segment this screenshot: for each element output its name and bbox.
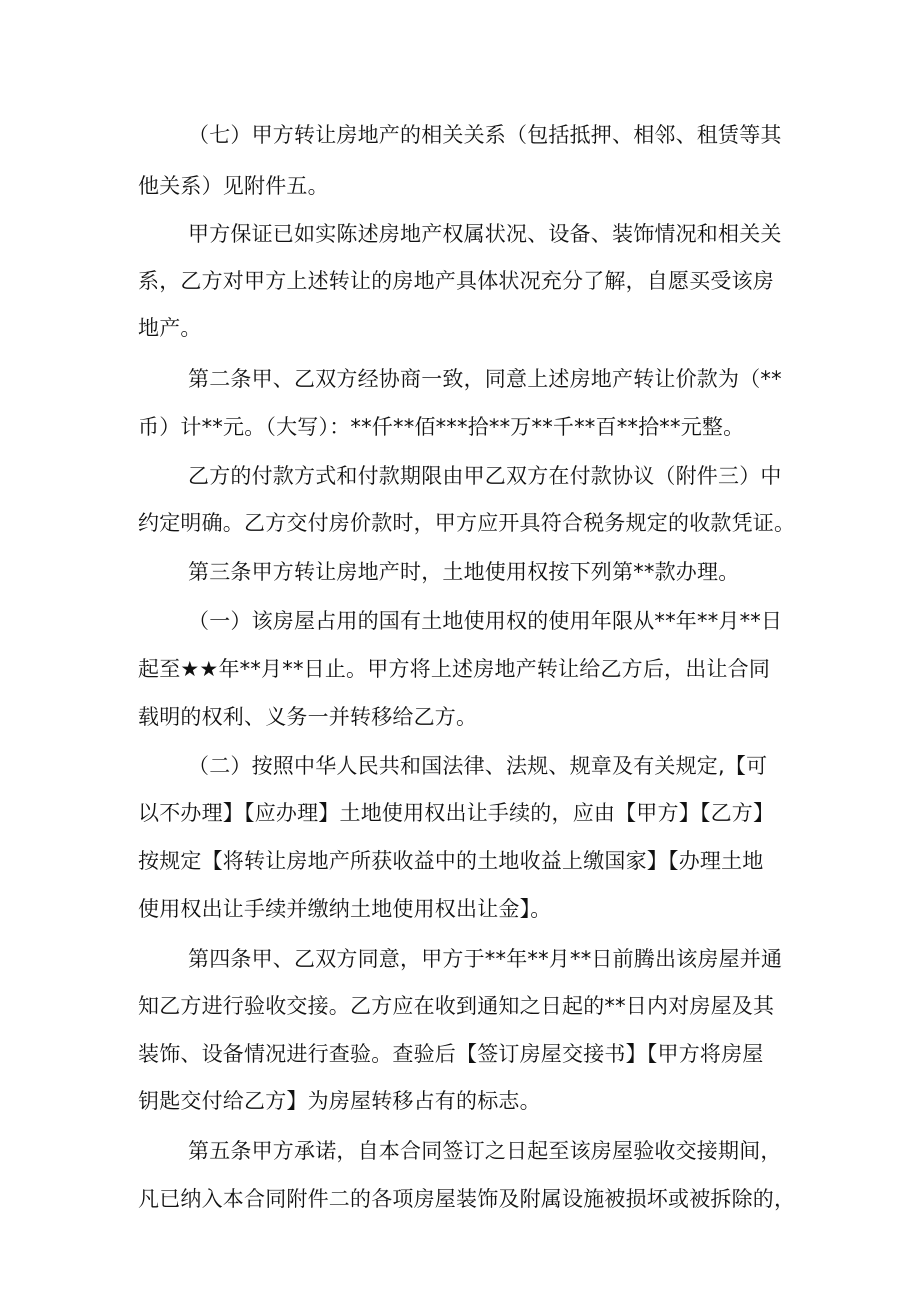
text-line: 按规定【将转让房地产所获收益中的土地收益上缴国家】【办理土地 xyxy=(138,849,764,873)
text-line: 约定明确。乙方交付房价款时，甲方应开具符合税务规定的收款凭证。 xyxy=(138,511,796,535)
text-line: 他关系）见附件五。 xyxy=(138,174,329,198)
text-line: 第二条甲、乙双方经协商一致，同意上述房地产转让价款为（** xyxy=(188,367,782,391)
text-line: （一）该房屋占用的国有土地使用权的使用年限从**年**月**日 xyxy=(188,609,783,633)
text-line: 凡已纳入本合同附件二的各项房屋装饰及附属设施被损坏或被拆除的， xyxy=(138,1187,796,1211)
text-line: 地产。 xyxy=(138,316,202,340)
text-line: 以不办理】【应办理】土地使用权出让手续的，应由【甲方】【乙方】 xyxy=(138,801,775,825)
text-line: 第四条甲、乙双方同意，甲方于**年**月**日前腾出该房屋并通 xyxy=(188,947,783,971)
text-line: 第五条甲方承诺，自本合同签订之日起至该房屋验收交接期间， xyxy=(188,1139,782,1163)
text-line: 使用权出让手续并缴纳土地使用权出让金】。 xyxy=(138,897,552,921)
text-line: 第三条甲方转让房地产时，土地使用权按下列第**款办理。 xyxy=(188,560,740,584)
text-line: （二）按照中华人民共和国法律、法规、规章及有关规定,【可 xyxy=(188,754,768,778)
text-line: 知乙方进行验收交接。乙方应在收到通知之日起的**日内对房屋及其 xyxy=(138,994,775,1018)
text-line: （七）甲方转让房地产的相关关系（包括抵押、相邻、租赁等其 xyxy=(188,123,782,147)
text-line: 币）计**元。（大写）：**仟**佰***拾**万**千**百**拾**元整。 xyxy=(138,415,745,439)
text-line: 装饰、设备情况进行查验。查验后【签订房屋交接书】【甲方将房屋 xyxy=(138,1042,764,1066)
text-line: 起至★★年**月**日止。甲方将上述房地产转让给乙方后，出让合同 xyxy=(138,657,771,681)
text-line: 乙方的付款方式和付款期限由甲乙双方在付款协议（附件三）中 xyxy=(188,464,782,488)
text-line: 载明的权利、义务一并转移给乙方。 xyxy=(138,705,478,729)
text-line: 系，乙方对甲方上述转让的房地产具体状况充分了解，自愿买受该房 xyxy=(138,269,774,293)
text-line: 钥匙交付给乙方】为房屋转移占有的标志。 xyxy=(138,1089,541,1113)
text-line: 甲方保证已如实陈述房地产权属状况、设备、装饰情况和相关关 xyxy=(188,222,782,246)
